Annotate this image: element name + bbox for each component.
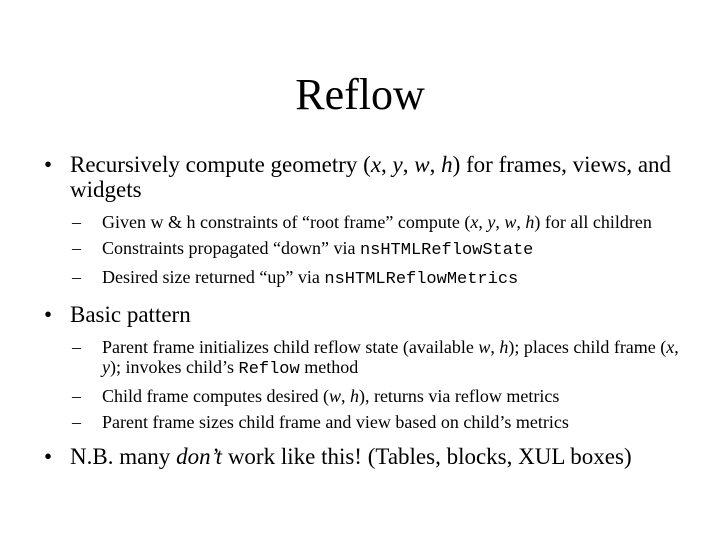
text-run: ); places child frame (	[508, 337, 667, 357]
text-run: ,	[495, 212, 505, 232]
sub-bullet-text	[102, 386, 559, 406]
italic-text: y	[392, 152, 403, 177]
text-run: Given w & h constraints of “root frame” compute (	[102, 212, 471, 232]
italic-text: x	[370, 152, 382, 177]
text-run: work like this! (Tables, blocks, XUL boxes)	[222, 444, 632, 469]
text-run: Parent frame sizes child frame and view based on child’s metrics	[102, 412, 569, 432]
bullet-text	[70, 444, 632, 469]
text-run: N.B. many	[70, 444, 177, 469]
italic-text: w	[414, 152, 430, 177]
text-run: ); invokes child’s	[110, 357, 239, 377]
bullet-mark: •	[44, 444, 53, 469]
text-run: method	[299, 357, 359, 377]
text-run: ), returns via reflow metrics	[358, 386, 560, 406]
text-run: ,	[340, 386, 350, 406]
sub-bullet-item	[44, 267, 694, 290]
bullet-text	[70, 152, 671, 202]
text-run: ,	[516, 212, 526, 232]
sub-bullet-mark: –	[72, 386, 81, 406]
sub-bullet-text	[102, 267, 518, 287]
italic-text: w	[328, 386, 341, 406]
text-run: Recursively compute geometry (	[70, 152, 371, 177]
sub-bullet-text	[102, 412, 569, 432]
italic-text: h	[441, 152, 453, 177]
sub-bullet-list	[44, 212, 694, 290]
italic-text: y	[487, 212, 496, 232]
sub-bullet-mark: –	[72, 238, 81, 258]
italic-text: h	[525, 212, 535, 232]
sub-bullet-text	[102, 337, 679, 377]
sub-bullet-text	[102, 238, 533, 258]
italic-text: w	[504, 212, 517, 232]
slide-content	[44, 152, 694, 479]
text-run: ) for all children	[534, 212, 652, 232]
text-run: ,	[402, 152, 415, 177]
text-run: ,	[429, 152, 442, 177]
sub-bullet-text	[102, 212, 652, 232]
sub-bullet-mark: –	[72, 267, 81, 287]
code-text: nsHTMLReflowMetrics	[324, 270, 519, 289]
text-run: ,	[478, 212, 488, 232]
text-run: ,	[490, 337, 500, 357]
code-text: Reflow	[238, 360, 300, 379]
text-run: Desired size returned “up” via	[102, 267, 325, 287]
sub-bullet-mark: –	[72, 212, 81, 232]
italic-text: x	[470, 212, 479, 232]
sub-bullet-item	[44, 386, 694, 406]
sub-bullet-item	[44, 238, 694, 261]
bullet-text	[70, 302, 191, 327]
bullet-item	[44, 302, 694, 327]
sub-bullet-item	[44, 412, 694, 432]
text-run: Constraints propagated “down” via	[102, 238, 360, 258]
bullet-item	[44, 444, 694, 469]
bullet-item	[44, 152, 694, 202]
text-run: ,	[381, 152, 393, 177]
italic-text: y	[102, 357, 110, 377]
italic-text: h	[499, 337, 509, 357]
bullet-mark: •	[44, 302, 53, 327]
sub-bullet-mark: –	[72, 337, 81, 357]
text-run: Basic pattern	[70, 302, 191, 327]
italic-text: w	[478, 337, 491, 357]
sub-bullet-item	[44, 337, 694, 380]
text-run: ,	[674, 337, 679, 357]
italic-text: x	[666, 337, 675, 357]
text-run: Parent frame initializes child reflow state (available	[102, 337, 479, 357]
text-run: ) for frames, views, and widgets	[70, 152, 672, 202]
sub-bullet-list	[44, 337, 694, 432]
bullet-mark: •	[44, 152, 53, 177]
italic-text: h	[349, 386, 359, 406]
text-run: Child frame computes desired (	[102, 386, 329, 406]
slide-title: Reflow	[295, 70, 425, 119]
sub-bullet-mark: –	[72, 412, 81, 432]
italic-text: don’t	[176, 444, 223, 469]
sub-bullet-item	[44, 212, 694, 232]
code-text: nsHTMLReflowState	[359, 241, 534, 260]
